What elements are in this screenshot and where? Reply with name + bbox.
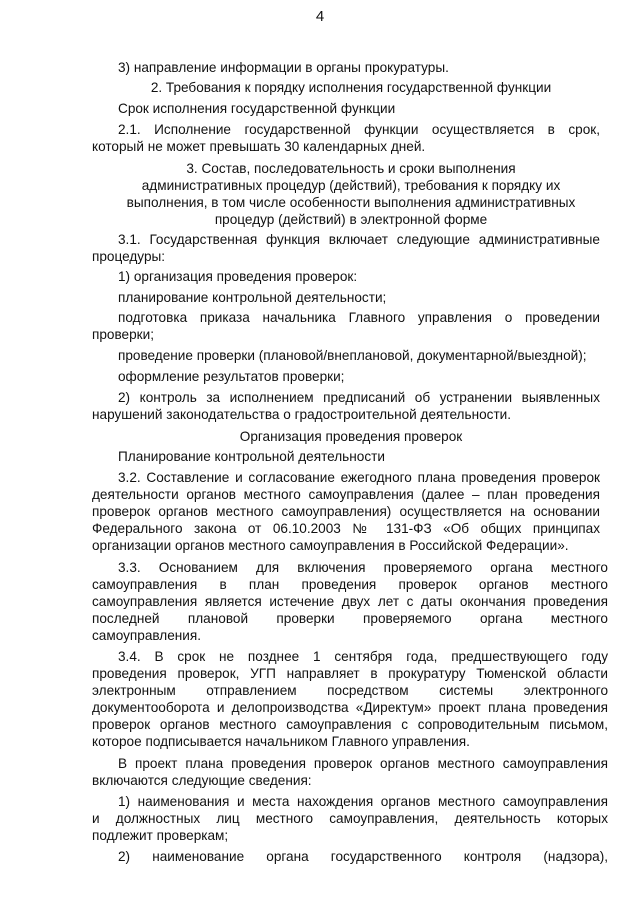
list-item: подготовка приказа начальника Главного управления о проведении [118, 310, 600, 325]
text-line: самоуправления является истечение двух лет с даты окончания проведения [92, 594, 608, 609]
text-line: процедуры: [92, 249, 166, 264]
text-line: проверок органов местного самоуправления с сопроводительным письмом, [92, 717, 608, 732]
section-heading: выполнения, в том числе особенности выполнения административных [126, 195, 576, 210]
subsection-heading: Планирование контрольной деятельности [118, 449, 385, 464]
list-item: планирование контрольной деятельности; [118, 290, 387, 305]
list-item: проведение проверки (плановой/внеплановой, документарной/выездной); [118, 348, 587, 363]
section-heading: 2. Требования к порядку исполнения государственной функции [150, 80, 552, 95]
text-line: 3.3. Основанием для включения проверяемого органа местного [118, 560, 608, 575]
section-heading: 3. Состав, последовательность и сроки выполнения [186, 161, 516, 176]
text-line: электронным отправлением посредством системы электронного [92, 683, 608, 698]
text-line: самоуправления в план проведения проверок органов местного [92, 577, 608, 592]
list-item: 1) наименования и места нахождения органов местного самоуправления [118, 794, 608, 809]
text-line: которое подписывается начальником Главного управления. [92, 734, 470, 749]
text-line: проведения проверок, УГП направляет в прокуратуру Тюменской области [92, 666, 608, 681]
text-line: 3.1. Государственная функция включает следующие административные [118, 232, 600, 247]
text-line: деятельности органов местного самоуправления (далее – план проведения [92, 487, 600, 502]
list-item: и должностных лиц местного самоуправления, деятельность которых [92, 811, 608, 826]
text-line: Федерального закона от 06.10.2003 № 131-ФЗ «Об общих принципах [92, 521, 600, 536]
text-line: проверки; [92, 327, 154, 342]
text-line: 3.4. В срок не позднее 1 сентября года, предшествующего году [118, 649, 608, 664]
list-item: оформление результатов проверки; [118, 369, 345, 384]
text-line: нарушений законодательства о градостроительной деятельности. [92, 407, 512, 422]
text-line: 3.2. Составление и согласование ежегодного плана проведения проверок [118, 470, 600, 485]
list-item: 1) организация проведения проверок: [118, 269, 358, 284]
page-number: 4 [315, 8, 325, 25]
subsection-heading: Срок исполнения государственной функции [118, 101, 396, 116]
subsection-heading: Организация проведения проверок [239, 429, 463, 444]
text-line: последней плановой проверки проверяемого органа местного [92, 611, 608, 626]
text-line: 3) направление информации в органы прокуратуры. [118, 60, 449, 75]
list-item: 2) наименование органа государственного контроля (надзора), [118, 849, 608, 864]
text-line: 2.1. Исполнение государственной функции осуществляется в срок, [118, 122, 600, 137]
text-line: организации органов местного самоуправления в Российской Федерации». [92, 538, 569, 553]
text-line: который не может превышать 30 календарных дней. [92, 139, 426, 154]
text-line: включаются следующие сведения: [92, 773, 312, 788]
list-item: подлежит проверкам; [92, 828, 229, 843]
text-line: проверок органов местного самоуправления) осуществляется на основании [92, 504, 600, 519]
list-item: 2) контроль за исполнением предписаний об устранении выявленных [118, 390, 600, 405]
text-line: самоуправления. [92, 628, 202, 643]
section-heading: процедур (действий) в электронной форме [214, 212, 488, 227]
section-heading: административных процедур (действий), требования к порядку их [141, 178, 561, 193]
text-line: В проект плана проведения проверок органов местного самоуправления [118, 756, 608, 771]
text-line: документооборота и делопроизводства «Директум» проект плана проведения [92, 700, 608, 715]
